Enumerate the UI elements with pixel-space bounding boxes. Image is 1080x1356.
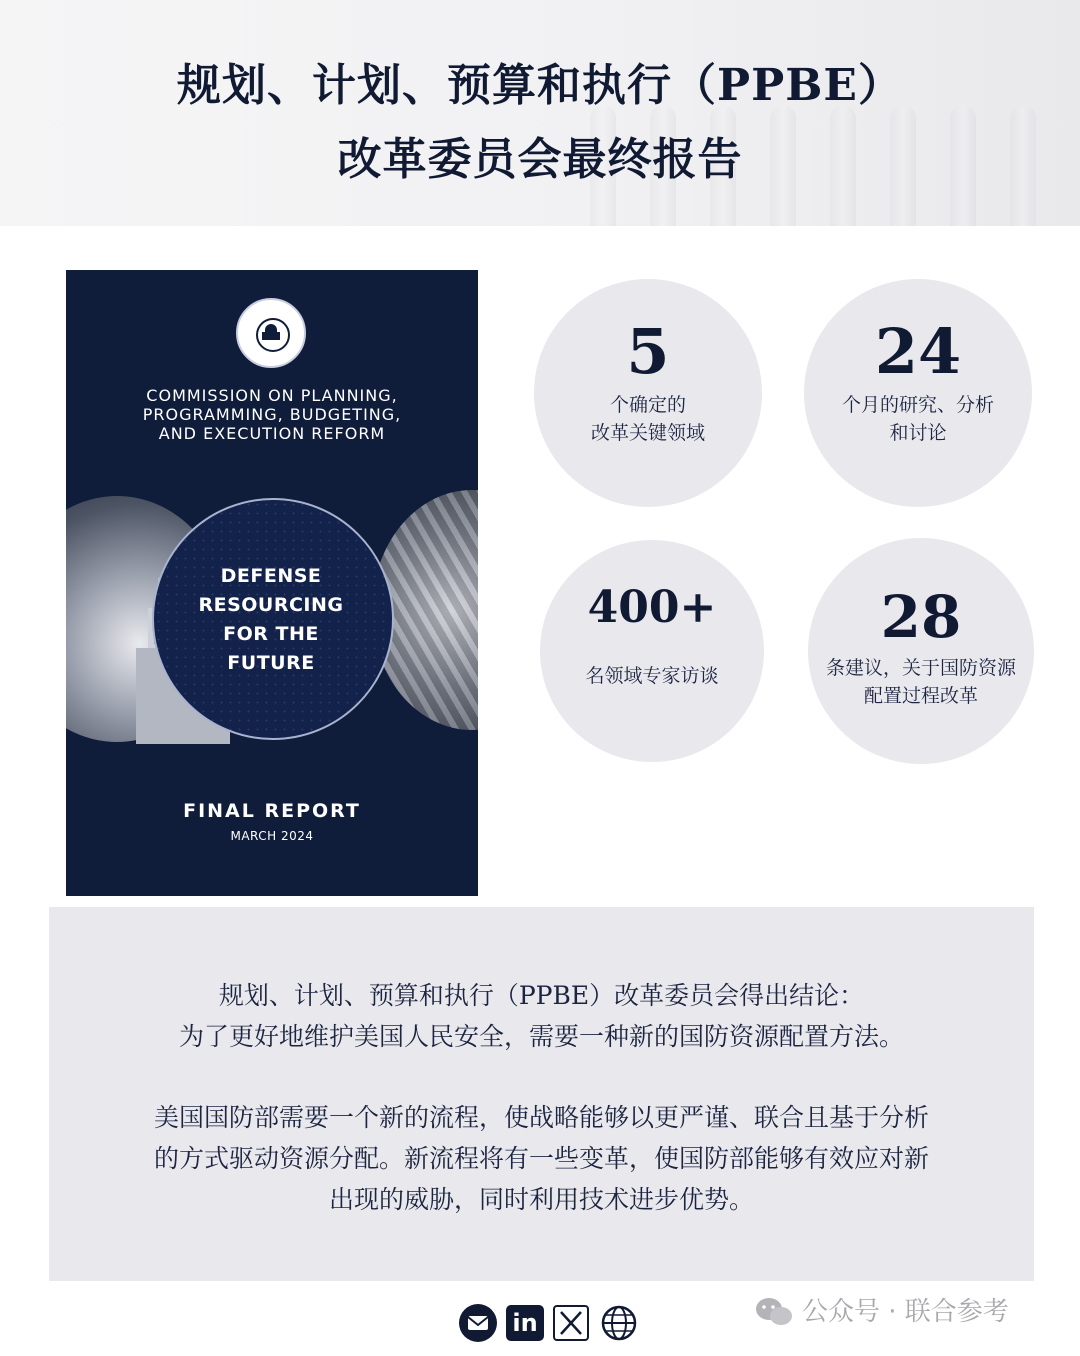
summary-paragraph-1: 规划、计划、预算和执行（PPBE）改革委员会得出结论： 为了更好地维护美国人民安全，需要一种新的国防资源配置方法。 — [178, 981, 904, 1051]
report-cover — [66, 270, 478, 896]
globe-icon[interactable] — [600, 1304, 638, 1342]
commission-seal-icon — [236, 298, 306, 368]
stat-circle-areas — [534, 279, 762, 507]
final-report-label: FINAL REPORT — [183, 800, 361, 822]
linkedin-label: in — [512, 1309, 538, 1337]
stat-value: 24 — [874, 315, 962, 388]
stat-circle-recommendations — [808, 538, 1034, 764]
header-banner — [0, 0, 1080, 226]
linkedin-icon[interactable] — [506, 1305, 544, 1341]
page-title-line2: 改革委员会最终报告 — [337, 134, 743, 185]
commission-name: COMMISSION ON PLANNING, PROGRAMMING, BUDGETING, AND EXECUTION REFORM — [142, 386, 402, 443]
report-date: MARCH 2024 — [230, 829, 314, 843]
stat-caption: 个月的研究、分析 和讨论 — [841, 394, 994, 444]
stat-value: 28 — [880, 583, 962, 651]
stat-caption: 名领域专家访谈 — [585, 665, 719, 687]
summary-box — [49, 907, 1034, 1281]
cover-subtitle: DEFENSE RESOURCING FOR THE FUTURE — [198, 565, 344, 674]
page-title-line1: 规划、计划、预算和执行（PPBE） — [177, 60, 903, 111]
email-icon[interactable] — [459, 1304, 497, 1342]
x-icon[interactable] — [553, 1305, 589, 1341]
stat-circle-months — [804, 279, 1032, 507]
stat-value: 5 — [626, 315, 670, 388]
summary-paragraph-2: 美国国防部需要一个新的流程，使战略能够以更严谨、联合且基于分析 的方式驱动资源分配。新流程将有一些变革，使国防部能够有效应对新 出现的威胁，同时利用技术进步优势。 — [153, 1103, 929, 1214]
stat-circle-interviews — [540, 540, 764, 762]
stat-value: 400+ — [587, 582, 717, 633]
stat-caption: 条建议，关于国防资源 配置过程改革 — [825, 657, 1016, 707]
stat-caption: 个确定的 改革关键领域 — [590, 394, 705, 444]
watermark-text: 公众号 · 联合参考 — [802, 1297, 1009, 1327]
wechat-icon — [754, 1296, 794, 1328]
